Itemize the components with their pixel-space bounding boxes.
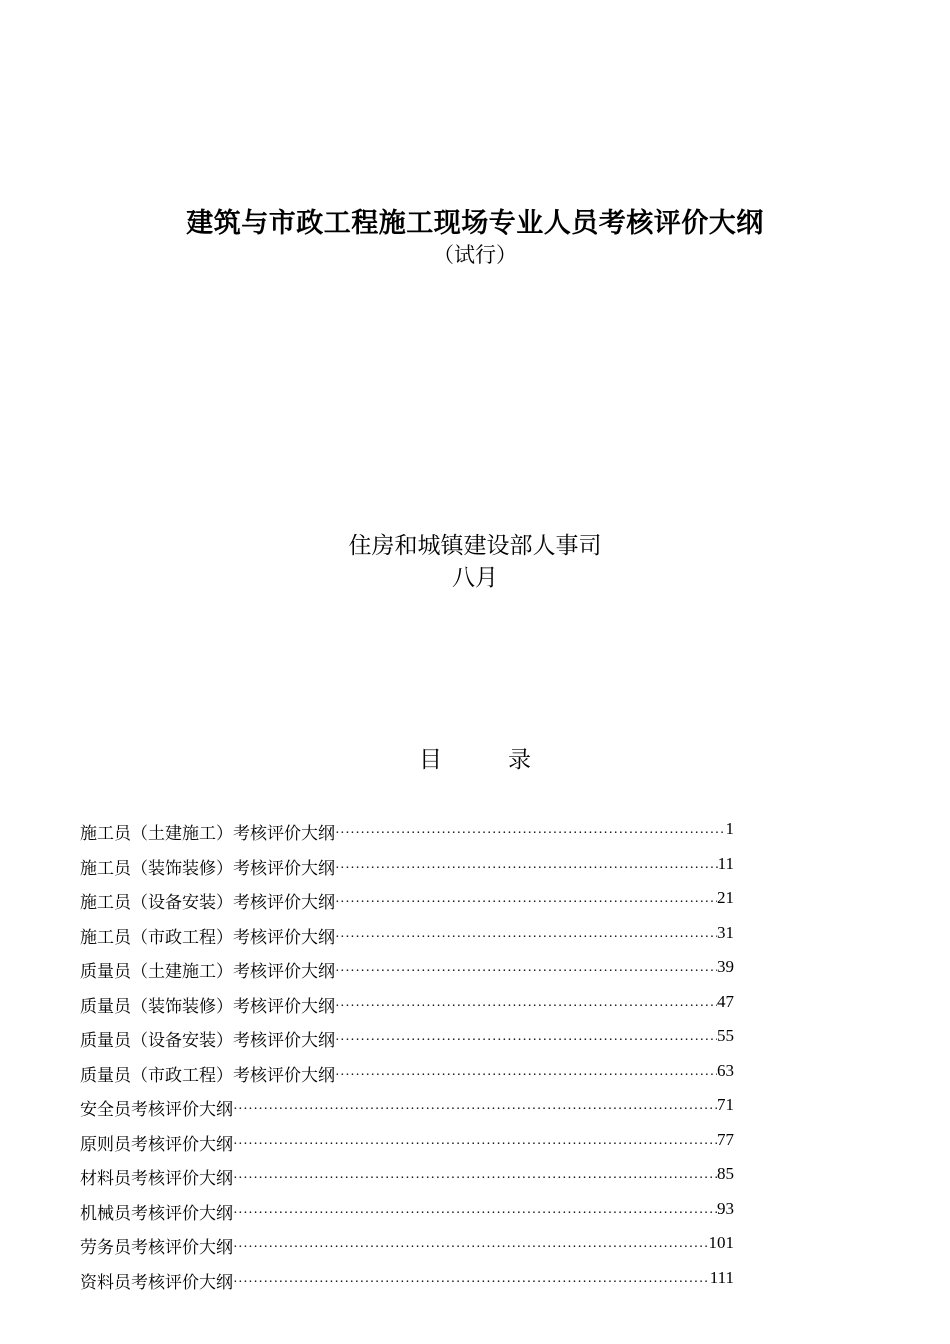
toc-entry-page-number: 11 (717, 853, 734, 873)
toc-entry-label: 质量员（市政工程）考核评价大纲 (80, 1065, 335, 1086)
toc-entry-page-number: 21 (717, 888, 734, 907)
toc-entry[interactable] (80, 815, 740, 850)
toc-entry-page-number: 1 (725, 819, 734, 838)
toc-entry-page-number: 85 (717, 1164, 734, 1183)
toc-entry-label: 施工员（市政工程）考核评价大纲 (80, 927, 335, 948)
toc-entry-label: 材料员考核评价大纲 (80, 1169, 233, 1189)
toc-entry[interactable] (80, 1022, 740, 1057)
toc-entry[interactable] (80, 1264, 740, 1299)
document-title: 建筑与市政工程施工现场专业人员考核评价大纲 (186, 208, 764, 239)
toc-entry-page-number: 111 (709, 1267, 734, 1287)
toc-dot-leader (335, 884, 717, 920)
toc-entry[interactable] (80, 850, 740, 885)
toc-dot-leader (233, 1126, 717, 1162)
toc-entry-page-number: 55 (717, 1026, 734, 1045)
toc-dot-leader (233, 1229, 709, 1265)
toc-dot-leader (233, 1264, 710, 1300)
table-of-contents (80, 815, 740, 1298)
toc-entry-label: 质量员（土建施工）考核评价大纲 (80, 962, 335, 982)
toc-entry-page-number: 77 (717, 1129, 734, 1149)
toc-heading-left: 目 (419, 747, 442, 773)
toc-entry-label: 质量员（设备安装）考核评价大纲 (80, 1031, 335, 1051)
toc-dot-leader (335, 1022, 717, 1058)
toc-dot-leader (335, 1057, 717, 1093)
toc-dot-leader (233, 1091, 717, 1127)
toc-dot-leader (335, 815, 726, 851)
toc-entry[interactable] (80, 988, 740, 1023)
toc-entry[interactable] (80, 1229, 740, 1264)
toc-entry-label: 原则员考核评价大纲 (80, 1134, 233, 1155)
toc-dot-leader (335, 988, 717, 1024)
toc-entry-page-number: 47 (717, 991, 734, 1011)
toc-entry-label: 施工员（设备安装）考核评价大纲 (80, 893, 335, 913)
toc-entry-page-number: 31 (717, 922, 734, 942)
toc-entry-label: 质量员（装饰装修）考核评价大纲 (80, 996, 335, 1017)
toc-entry-label: 施工员（土建施工）考核评价大纲 (80, 824, 335, 844)
toc-dot-leader (335, 919, 717, 955)
toc-dot-leader (233, 1160, 717, 1196)
toc-entry-label: 施工员（装饰装修）考核评价大纲 (80, 858, 335, 879)
toc-entry[interactable] (80, 953, 740, 988)
toc-entry[interactable] (80, 1057, 740, 1092)
toc-entry[interactable] (80, 884, 740, 919)
toc-entry-label: 机械员考核评价大纲 (80, 1203, 233, 1224)
toc-dot-leader (233, 1195, 717, 1231)
toc-dot-leader (335, 953, 717, 989)
toc-entry-label: 资料员考核评价大纲 (80, 1272, 233, 1293)
toc-entry-page-number: 93 (717, 1198, 734, 1218)
toc-entry[interactable] (80, 919, 740, 954)
toc-entry-label: 劳务员考核评价大纲 (80, 1238, 233, 1258)
issuing-organization: 住房和城镇建设部人事司 (348, 533, 602, 559)
toc-entry-page-number: 39 (717, 957, 734, 976)
issue-date: 八月 (452, 565, 498, 591)
toc-entry[interactable] (80, 1091, 740, 1126)
document-subtitle: （试行） (433, 243, 517, 267)
toc-entry-label: 安全员考核评价大纲 (80, 1100, 233, 1120)
toc-heading (0, 744, 950, 776)
toc-entry-page-number: 71 (717, 1095, 734, 1114)
toc-entry-page-number: 101 (708, 1233, 734, 1252)
toc-entry[interactable] (80, 1160, 740, 1195)
toc-entry[interactable] (80, 1126, 740, 1161)
toc-dot-leader (335, 850, 718, 886)
toc-heading-right: 录 (508, 747, 531, 773)
toc-entry-page-number: 63 (717, 1060, 734, 1080)
toc-entry[interactable] (80, 1195, 740, 1230)
